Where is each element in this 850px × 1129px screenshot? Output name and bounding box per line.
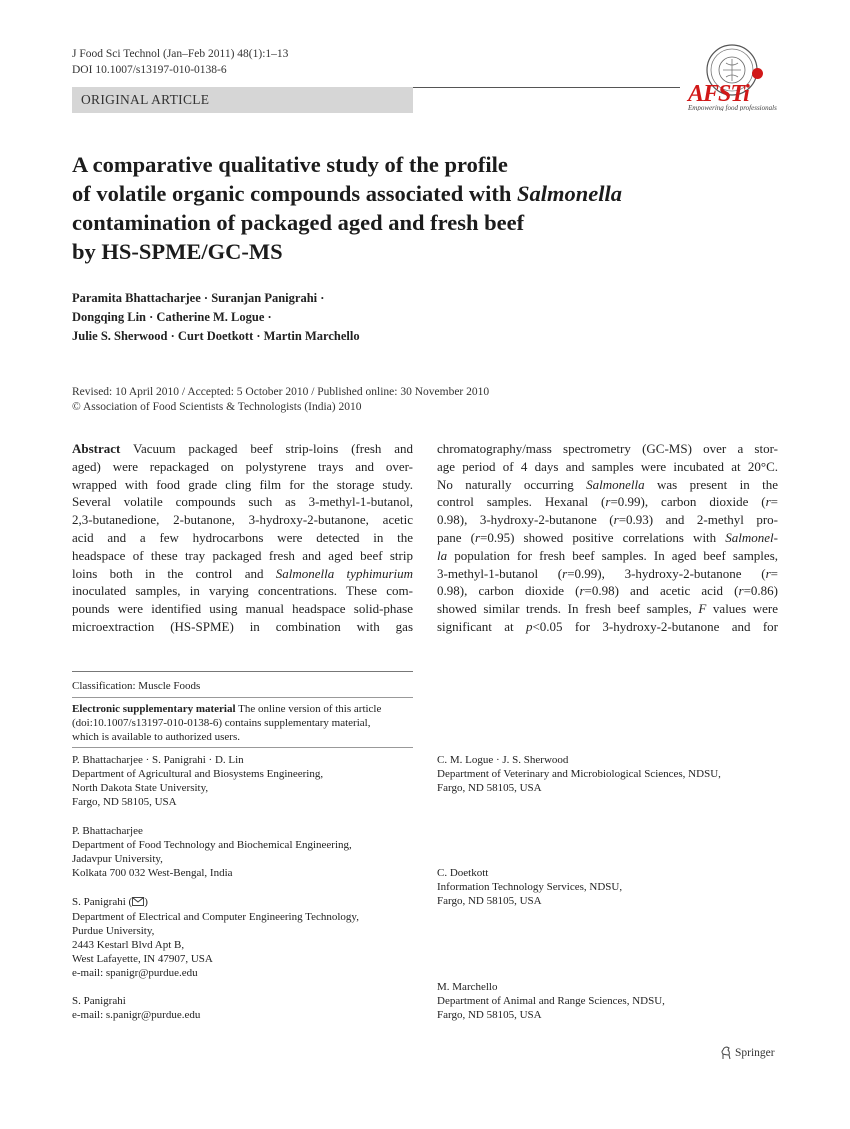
- email-link[interactable]: e-mail: spanigr@purdue.edu: [72, 967, 198, 979]
- affiliation-block: P. Bhattacharjee Department of Food Technology and Biochemical Engineering, Jadavpur University, Kolkata 700 032 West-Bengal, India: [72, 825, 352, 879]
- title-line: of volatile organic compounds associated with Salmonella: [72, 181, 623, 206]
- footnote-divider: [72, 747, 413, 748]
- publication-dates: [72, 385, 489, 415]
- publisher-name: Springer: [735, 1047, 775, 1059]
- footnote-rule: [72, 671, 413, 672]
- journal-citation: J Food Sci Technol (Jan–Feb 2011) 48(1):1–13: [72, 48, 289, 60]
- footnote-divider: [72, 697, 413, 698]
- article-title: [72, 150, 762, 266]
- affiliation-block: S. Panigrahi e-mail: s.panigr@purdue.edu: [72, 995, 201, 1021]
- copyright-icon: ©: [72, 401, 81, 413]
- doi-line: DOI 10.1007/s13197-010-0138-6: [72, 64, 227, 76]
- afsti-wordmark-logo: [686, 77, 778, 111]
- springer-logo: [720, 1046, 775, 1060]
- abstract-left-column: Abstract Vacuum packaged beef strip-loins (fresh and aged) were repackaged on polystyrene trays and over- wrapped with food grade cling film for the storage study. Several volatile compounds such as 3-methyl-1-butanol, 2,3-butanedione, 2-butanone, 3-hydroxy-2-butanone, acetic acid and a few hydrocarbons were detected in the headspace of these tray packaged fresh and aged beef strip loins both in the control and Salmonella typhimurium inoculated samples, in varying concentrations. These com- pounds were identified using manual headspace solid-phase microextraction (HS-SPME) in combination with gas: [72, 441, 414, 634]
- affiliation-block: M. Marchello Department of Animal and Range Sciences, NDSU, Fargo, ND 58105, USA: [437, 981, 665, 1021]
- title-line: contamination of packaged aged and fresh beef: [72, 210, 525, 235]
- svg-text:Empowering food professionals: Empowering food professionals: [688, 104, 777, 111]
- copyright-line: © Association of Food Scientists & Technologists (India) 2010: [72, 401, 362, 413]
- affiliation-block: C. M. Logue · J. S. Sherwood Department of Veterinary and Microbiological Sciences, NDSU, Fargo, ND 58105, USA: [437, 754, 721, 794]
- author-list: Paramita Bhattacharjee · Suranjan Panigrahi · Dongqing Lin · Catherine M. Logue · Julie S. Sherwood · Curt Doetkott · Martin Marchello: [72, 291, 360, 343]
- springer-horse-icon: [720, 1046, 732, 1060]
- dates-line: Revised: 10 April 2010 / Accepted: 5 October 2010 / Published online: 30 November 2010: [72, 386, 490, 398]
- envelope-icon: [132, 896, 144, 910]
- affiliation-block: P. Bhattacharjee · S. Panigrahi · D. Lin Department of Agricultural and Biosystems Engineering, North Dakota State University, Fargo, ND 58105, USA: [72, 754, 324, 808]
- article-type-banner: [72, 87, 413, 113]
- affiliation-block: C. Doetkott Information Technology Services, NDSU, Fargo, ND 58105, USA: [437, 867, 623, 907]
- classification-note: Classification: Muscle Foods: [72, 680, 201, 692]
- abstract-right-column: chromatography/mass spectrometry (GC-MS) over a stor- age period of 4 days and samples were incubated at 20°C. No naturally occurring Salmonella was present in the control samples. Hexanal (r=0.99), carbon dioxide (r= 0.98), 3-hydroxy-2-butanone (r=0.93) and 2-methyl pro- pane (r=0.95) showed positive correlations with Salmonel- la population for fresh beef samples. In aged beef samples, 3-methyl-1-butanol (r=0.99), 3-hydroxy-2-butanone (r= 0.98), carbon dioxide (r=0.98) and acetic acid (r=0.86) showed similar trends. In fresh beef samples, F values were significant at p<0.05 for 3-hydroxy-2-butanone and for: [437, 441, 779, 634]
- abstract-heading: Abstract: [72, 441, 121, 456]
- title-line: by HS-SPME/GC-MS: [72, 239, 283, 264]
- esm-note: Electronic supplementary material The online version of this article (doi:10.1007/s13197-010-0138-6) contains supplementary material, which is available to authorized users.: [72, 703, 382, 743]
- title-line: A comparative qualitative study of the profile: [72, 152, 508, 177]
- article-type-label: ORIGINAL ARTICLE: [81, 92, 210, 107]
- svg-text:AFSTi: AFSTi: [688, 81, 749, 107]
- affiliation-block: S. Panigrahi ( ) Department of Electrical and Computer Engineering Technology, Purdue University, 2443 Kestarl Blvd Apt B, West Lafayette, IN 47907, USA e-mail: spanigr@purdue.edu: [72, 896, 359, 979]
- email-link[interactable]: e-mail: s.panigr@purdue.edu: [72, 1009, 201, 1021]
